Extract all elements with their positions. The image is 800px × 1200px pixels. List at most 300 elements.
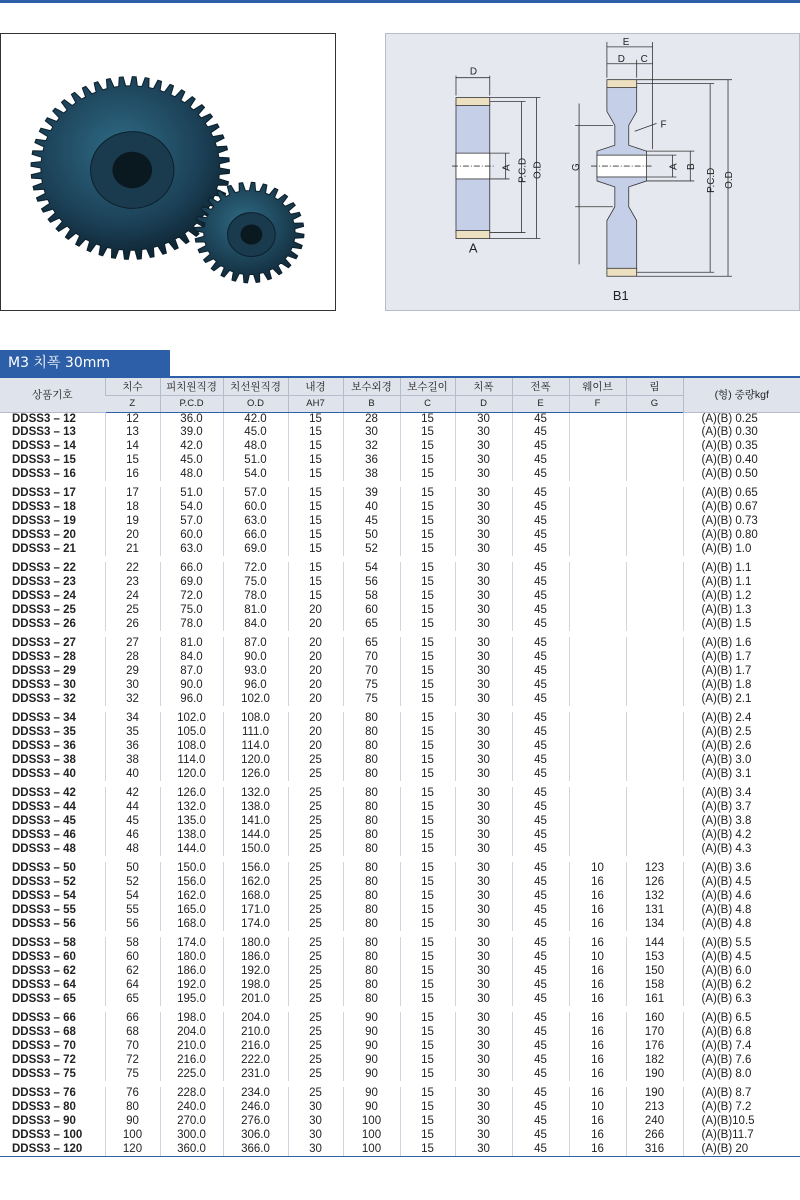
- cell-boss-length: 15: [400, 904, 455, 918]
- table-row: [0, 618, 800, 632]
- cell-boss-length: 15: [400, 604, 455, 618]
- header-bore-symbol: AH7: [288, 395, 343, 412]
- cell-face-width: 30: [455, 487, 512, 501]
- cell-rim: [626, 487, 683, 501]
- cell-product-code: DDSS3 – 38: [12, 753, 76, 766]
- cell-boss-diameter: 80: [343, 904, 400, 918]
- cell-weight: (A)(B) 0.35: [683, 440, 800, 454]
- cell-bore: 25: [288, 1012, 343, 1026]
- cell-web: [569, 843, 626, 857]
- cell-web: [569, 440, 626, 454]
- cell-weight: (A)(B) 1.1: [683, 576, 800, 590]
- label-pcd-type-b: P.C.D: [706, 167, 718, 193]
- cell-weight: (A)(B) 1.2: [683, 590, 800, 604]
- cell-web: [569, 604, 626, 618]
- cell-face-width: 30: [455, 890, 512, 904]
- cell-rim: [626, 693, 683, 707]
- cell-bore: 15: [288, 454, 343, 468]
- cell-face-width: 30: [455, 829, 512, 843]
- cell-od: 66.0: [223, 529, 288, 543]
- cell-face-width: 30: [455, 965, 512, 979]
- label-type-a: A: [468, 240, 478, 256]
- table-row: [0, 412, 800, 426]
- cell-web: [569, 576, 626, 590]
- cell-web: 16: [569, 937, 626, 951]
- cell-product-code: DDSS3 – 46: [12, 828, 76, 841]
- cell-total-width: 45: [512, 801, 569, 815]
- cell-total-width: 45: [512, 1068, 569, 1082]
- cell-rim: [626, 515, 683, 529]
- table-row: [0, 740, 800, 754]
- cell-boss-length: 15: [400, 426, 455, 440]
- cell-rim: [626, 576, 683, 590]
- cell-face-width: 30: [455, 1040, 512, 1054]
- cell-rim: [626, 501, 683, 515]
- cell-face-width: 30: [455, 426, 512, 440]
- header-od-symbol: O.D: [223, 395, 288, 412]
- cell-boss-length: 15: [400, 468, 455, 482]
- table-row: [0, 1040, 800, 1054]
- cell-boss-length: 15: [400, 740, 455, 754]
- cell-teeth: 65: [105, 993, 160, 1007]
- cell-face-width: 30: [455, 529, 512, 543]
- cell-boss-diameter: 36: [343, 454, 400, 468]
- cell-pcd: 84.0: [160, 651, 223, 665]
- cell-product-code: DDSS3 – 29: [12, 665, 76, 678]
- table-row: [0, 1129, 800, 1143]
- cell-pcd: 48.0: [160, 468, 223, 482]
- table-row: [0, 1101, 800, 1115]
- cell-rim: 126: [626, 876, 683, 890]
- cell-boss-length: 15: [400, 979, 455, 993]
- cell-rim: 144: [626, 937, 683, 951]
- cell-od: 57.0: [223, 487, 288, 501]
- cell-od: 150.0: [223, 843, 288, 857]
- cell-teeth: 50: [105, 862, 160, 876]
- cell-product-code: DDSS3 – 100: [12, 1128, 83, 1141]
- cell-boss-diameter: 75: [343, 679, 400, 693]
- cell-bore: 25: [288, 862, 343, 876]
- cell-bore: 25: [288, 904, 343, 918]
- cell-pcd: 75.0: [160, 604, 223, 618]
- cell-rim: 160: [626, 1012, 683, 1026]
- label-od-type-b: O.D: [723, 171, 735, 189]
- cell-total-width: 45: [512, 468, 569, 482]
- cell-product-code: DDSS3 – 40: [12, 767, 76, 780]
- cell-pcd: 60.0: [160, 529, 223, 543]
- header-web-symbol: F: [569, 395, 626, 412]
- cell-od: 162.0: [223, 876, 288, 890]
- cell-od: 306.0: [223, 1129, 288, 1143]
- label-pcd-type-a: P.C.D: [517, 157, 529, 183]
- header-rim: 림: [626, 378, 683, 395]
- cell-web: [569, 637, 626, 651]
- table-row: [0, 543, 800, 557]
- cell-web: [569, 487, 626, 501]
- cell-total-width: 45: [512, 829, 569, 843]
- cell-pcd: 57.0: [160, 515, 223, 529]
- cell-bore: 20: [288, 679, 343, 693]
- section-title: M3 치폭 30mm: [0, 350, 170, 377]
- cell-boss-diameter: 80: [343, 993, 400, 1007]
- cell-od: 45.0: [223, 426, 288, 440]
- cell-rim: [626, 665, 683, 679]
- cell-teeth: 32: [105, 693, 160, 707]
- cell-teeth: 14: [105, 440, 160, 454]
- cell-product-code: DDSS3 – 42: [12, 787, 76, 800]
- cell-weight: (A)(B) 3.1: [683, 768, 800, 782]
- cell-total-width: 45: [512, 679, 569, 693]
- cell-bore: 25: [288, 768, 343, 782]
- cell-product-code: DDSS3 – 25: [12, 603, 76, 616]
- cell-face-width: 30: [455, 918, 512, 932]
- cell-product-code: DDSS3 – 58: [12, 937, 76, 950]
- cell-face-width: 30: [455, 562, 512, 576]
- cell-bore: 25: [288, 890, 343, 904]
- cell-pcd: 78.0: [160, 618, 223, 632]
- cell-weight: (A)(B) 0.65: [683, 487, 800, 501]
- cell-boss-length: 15: [400, 918, 455, 932]
- cell-boss-diameter: 80: [343, 787, 400, 801]
- cell-product-code: DDSS3 – 26: [12, 617, 76, 630]
- cell-rim: 170: [626, 1026, 683, 1040]
- cell-teeth: 44: [105, 801, 160, 815]
- cell-web: [569, 651, 626, 665]
- cell-od: 42.0: [223, 412, 288, 426]
- cell-bore: 20: [288, 604, 343, 618]
- cell-total-width: 45: [512, 904, 569, 918]
- cell-bore: 15: [288, 590, 343, 604]
- label-od-type-a: O.D: [532, 161, 544, 179]
- cell-weight: (A)(B) 1.8: [683, 679, 800, 693]
- cell-od: 126.0: [223, 768, 288, 782]
- cell-bore: 15: [288, 529, 343, 543]
- cell-total-width: 45: [512, 843, 569, 857]
- cell-pcd: 72.0: [160, 590, 223, 604]
- cell-rim: [626, 754, 683, 768]
- cell-boss-diameter: 60: [343, 604, 400, 618]
- cell-total-width: 45: [512, 918, 569, 932]
- cell-weight: (A)(B) 1.7: [683, 665, 800, 679]
- cell-rim: 240: [626, 1115, 683, 1129]
- cell-total-width: 45: [512, 637, 569, 651]
- cell-face-width: 30: [455, 787, 512, 801]
- cell-boss-diameter: 90: [343, 1087, 400, 1101]
- cell-pcd: 186.0: [160, 965, 223, 979]
- table-row: [0, 426, 800, 440]
- cell-teeth: 42: [105, 787, 160, 801]
- cell-web: [569, 590, 626, 604]
- cell-web: [569, 543, 626, 557]
- cell-face-width: 30: [455, 468, 512, 482]
- type-b1-section: [575, 42, 732, 276]
- cell-rim: 150: [626, 965, 683, 979]
- cell-product-code: DDSS3 – 21: [12, 542, 76, 555]
- table-row: [0, 604, 800, 618]
- table-row: [0, 1143, 800, 1157]
- table-row: [0, 501, 800, 515]
- cell-weight: (A)(B) 4.6: [683, 890, 800, 904]
- header-rim-symbol: G: [626, 395, 683, 412]
- table-row: [0, 890, 800, 904]
- cell-total-width: 45: [512, 937, 569, 951]
- cell-boss-length: 15: [400, 801, 455, 815]
- cell-bore: 25: [288, 843, 343, 857]
- cell-weight: (A)(B) 2.4: [683, 712, 800, 726]
- cell-pcd: 180.0: [160, 951, 223, 965]
- cell-boss-length: 15: [400, 862, 455, 876]
- cell-od: 168.0: [223, 890, 288, 904]
- header-face-width: 치폭: [455, 378, 512, 395]
- cell-boss-diameter: 39: [343, 487, 400, 501]
- label-d-type-b: D: [617, 53, 625, 65]
- cell-boss-length: 15: [400, 937, 455, 951]
- cell-face-width: 30: [455, 1026, 512, 1040]
- table-row: [0, 529, 800, 543]
- table-row: [0, 918, 800, 932]
- cell-web: 10: [569, 951, 626, 965]
- table-row: [0, 1012, 800, 1026]
- cell-weight: (A)(B) 0.40: [683, 454, 800, 468]
- cell-od: 90.0: [223, 651, 288, 665]
- cell-boss-diameter: 100: [343, 1129, 400, 1143]
- cell-weight: (A)(B) 6.2: [683, 979, 800, 993]
- cell-total-width: 45: [512, 787, 569, 801]
- cell-product-code: DDSS3 – 22: [12, 562, 76, 575]
- spur-gear-photo: [1, 34, 335, 310]
- cell-od: 366.0: [223, 1143, 288, 1157]
- cell-product-code: DDSS3 – 27: [12, 637, 76, 650]
- cell-web: [569, 829, 626, 843]
- cell-teeth: 18: [105, 501, 160, 515]
- cell-face-width: 30: [455, 712, 512, 726]
- cell-total-width: 45: [512, 876, 569, 890]
- cell-product-code: DDSS3 – 12: [12, 412, 76, 425]
- cell-product-code: DDSS3 – 48: [12, 842, 76, 855]
- cell-boss-diameter: 58: [343, 590, 400, 604]
- cell-boss-diameter: 28: [343, 412, 400, 426]
- cell-product-code: DDSS3 – 24: [12, 590, 76, 603]
- cell-boss-length: 15: [400, 829, 455, 843]
- cell-teeth: 20: [105, 529, 160, 543]
- cell-pcd: 204.0: [160, 1026, 223, 1040]
- cell-boss-length: 15: [400, 651, 455, 665]
- cell-rim: 182: [626, 1054, 683, 1068]
- cell-od: 93.0: [223, 665, 288, 679]
- cell-web: [569, 693, 626, 707]
- cell-product-code: DDSS3 – 68: [12, 1026, 76, 1039]
- cell-teeth: 36: [105, 740, 160, 754]
- cell-web: 16: [569, 1068, 626, 1082]
- cell-boss-length: 15: [400, 665, 455, 679]
- cell-total-width: 45: [512, 740, 569, 754]
- cell-face-width: 30: [455, 937, 512, 951]
- cell-web: 16: [569, 1087, 626, 1101]
- cell-rim: 161: [626, 993, 683, 1007]
- cell-boss-length: 15: [400, 951, 455, 965]
- cell-pcd: 135.0: [160, 815, 223, 829]
- cell-teeth: 66: [105, 1012, 160, 1026]
- cell-boss-diameter: 80: [343, 918, 400, 932]
- cell-teeth: 38: [105, 754, 160, 768]
- cell-bore: 25: [288, 993, 343, 1007]
- table-row: [0, 951, 800, 965]
- cell-boss-length: 15: [400, 787, 455, 801]
- cell-total-width: 45: [512, 576, 569, 590]
- cell-face-width: 30: [455, 543, 512, 557]
- cell-face-width: 30: [455, 1087, 512, 1101]
- cell-rim: [626, 843, 683, 857]
- cell-pcd: 165.0: [160, 904, 223, 918]
- cell-boss-diameter: 90: [343, 1040, 400, 1054]
- cell-pcd: 81.0: [160, 637, 223, 651]
- table-row: [0, 904, 800, 918]
- cell-od: 198.0: [223, 979, 288, 993]
- cell-web: [569, 618, 626, 632]
- header-total-width: 전폭: [512, 378, 569, 395]
- table-row: [0, 726, 800, 740]
- cell-total-width: 45: [512, 1115, 569, 1129]
- cell-web: 10: [569, 1101, 626, 1115]
- table-row: [0, 590, 800, 604]
- cell-boss-length: 15: [400, 515, 455, 529]
- cell-bore: 25: [288, 1040, 343, 1054]
- top-rule: [0, 0, 800, 3]
- cell-web: [569, 787, 626, 801]
- spec-table: [0, 378, 800, 1157]
- cell-boss-length: 15: [400, 1143, 455, 1157]
- table-row: [0, 693, 800, 707]
- cell-teeth: 19: [105, 515, 160, 529]
- cell-boss-length: 15: [400, 590, 455, 604]
- cell-product-code: DDSS3 – 54: [12, 890, 76, 902]
- cell-total-width: 45: [512, 1026, 569, 1040]
- cell-teeth: 34: [105, 712, 160, 726]
- label-a-type-a: A: [501, 164, 513, 172]
- cell-rim: [626, 801, 683, 815]
- cell-face-width: 30: [455, 604, 512, 618]
- cell-bore: 25: [288, 951, 343, 965]
- cell-weight: (A)(B) 1.7: [683, 651, 800, 665]
- cell-product-code: DDSS3 – 18: [12, 501, 76, 514]
- cell-face-width: 30: [455, 618, 512, 632]
- cell-boss-diameter: 70: [343, 651, 400, 665]
- cell-pcd: 120.0: [160, 768, 223, 782]
- cell-rim: [626, 529, 683, 543]
- cell-total-width: 45: [512, 487, 569, 501]
- cell-od: 186.0: [223, 951, 288, 965]
- cell-bore: 25: [288, 787, 343, 801]
- cell-weight: (A)(B) 4.5: [683, 876, 800, 890]
- cell-bore: 25: [288, 754, 343, 768]
- cell-web: [569, 529, 626, 543]
- cell-boss-length: 15: [400, 637, 455, 651]
- cell-face-width: 30: [455, 843, 512, 857]
- cell-od: 201.0: [223, 993, 288, 1007]
- cell-product-code: DDSS3 – 19: [12, 515, 76, 528]
- cell-weight: (A)(B) 6.8: [683, 1026, 800, 1040]
- cell-total-width: 45: [512, 440, 569, 454]
- cell-pcd: 198.0: [160, 1012, 223, 1026]
- cell-bore: 15: [288, 543, 343, 557]
- cell-product-code: DDSS3 – 76: [12, 1087, 76, 1100]
- cell-teeth: 23: [105, 576, 160, 590]
- header-teeth: 치수: [105, 378, 160, 395]
- cell-teeth: 17: [105, 487, 160, 501]
- cell-pcd: 90.0: [160, 679, 223, 693]
- cell-product-code: DDSS3 – 16: [12, 467, 76, 480]
- cell-pcd: 150.0: [160, 862, 223, 876]
- header-bore: 내경: [288, 378, 343, 395]
- cell-boss-length: 15: [400, 993, 455, 1007]
- cell-face-width: 30: [455, 815, 512, 829]
- cell-total-width: 45: [512, 665, 569, 679]
- cell-pcd: 195.0: [160, 993, 223, 1007]
- cell-od: 132.0: [223, 787, 288, 801]
- cell-teeth: 55: [105, 904, 160, 918]
- cell-boss-diameter: 80: [343, 965, 400, 979]
- cell-pcd: 51.0: [160, 487, 223, 501]
- cell-weight: (A)(B)11.7: [683, 1129, 800, 1143]
- cell-od: 171.0: [223, 904, 288, 918]
- cell-boss-diameter: 50: [343, 529, 400, 543]
- cell-product-code: DDSS3 – 15: [12, 453, 76, 466]
- cell-total-width: 45: [512, 1012, 569, 1026]
- cell-od: 120.0: [223, 754, 288, 768]
- cell-pcd: 216.0: [160, 1054, 223, 1068]
- cell-boss-length: 15: [400, 768, 455, 782]
- cell-face-width: 30: [455, 679, 512, 693]
- cell-teeth: 72: [105, 1054, 160, 1068]
- cell-weight: (A)(B) 3.8: [683, 815, 800, 829]
- cell-face-width: 30: [455, 1115, 512, 1129]
- table-row: [0, 454, 800, 468]
- cell-web: 16: [569, 965, 626, 979]
- table-row: [0, 1068, 800, 1082]
- cell-boss-diameter: 65: [343, 618, 400, 632]
- table-row: [0, 1026, 800, 1040]
- cell-boss-diameter: 30: [343, 426, 400, 440]
- cell-total-width: 45: [512, 712, 569, 726]
- cell-pcd: 270.0: [160, 1115, 223, 1129]
- cell-boss-length: 15: [400, 1026, 455, 1040]
- cell-total-width: 45: [512, 543, 569, 557]
- cell-total-width: 45: [512, 965, 569, 979]
- cell-boss-diameter: 32: [343, 440, 400, 454]
- cell-od: 81.0: [223, 604, 288, 618]
- cell-product-code: DDSS3 – 62: [12, 964, 76, 977]
- cell-product-code: DDSS3 – 80: [12, 1101, 76, 1114]
- product-photo: [0, 33, 336, 311]
- dimension-diagram: [385, 33, 800, 311]
- cell-face-width: 30: [455, 1068, 512, 1082]
- cell-rim: [626, 618, 683, 632]
- cell-web: [569, 665, 626, 679]
- cell-bore: 25: [288, 829, 343, 843]
- cell-face-width: 30: [455, 726, 512, 740]
- cell-od: 141.0: [223, 815, 288, 829]
- cell-pcd: 144.0: [160, 843, 223, 857]
- cell-pcd: 132.0: [160, 801, 223, 815]
- cell-web: 10: [569, 862, 626, 876]
- cell-face-width: 30: [455, 637, 512, 651]
- cell-face-width: 30: [455, 412, 512, 426]
- table-row: [0, 679, 800, 693]
- cell-boss-diameter: 90: [343, 1101, 400, 1115]
- cell-od: 75.0: [223, 576, 288, 590]
- cell-rim: [626, 604, 683, 618]
- cell-bore: 15: [288, 412, 343, 426]
